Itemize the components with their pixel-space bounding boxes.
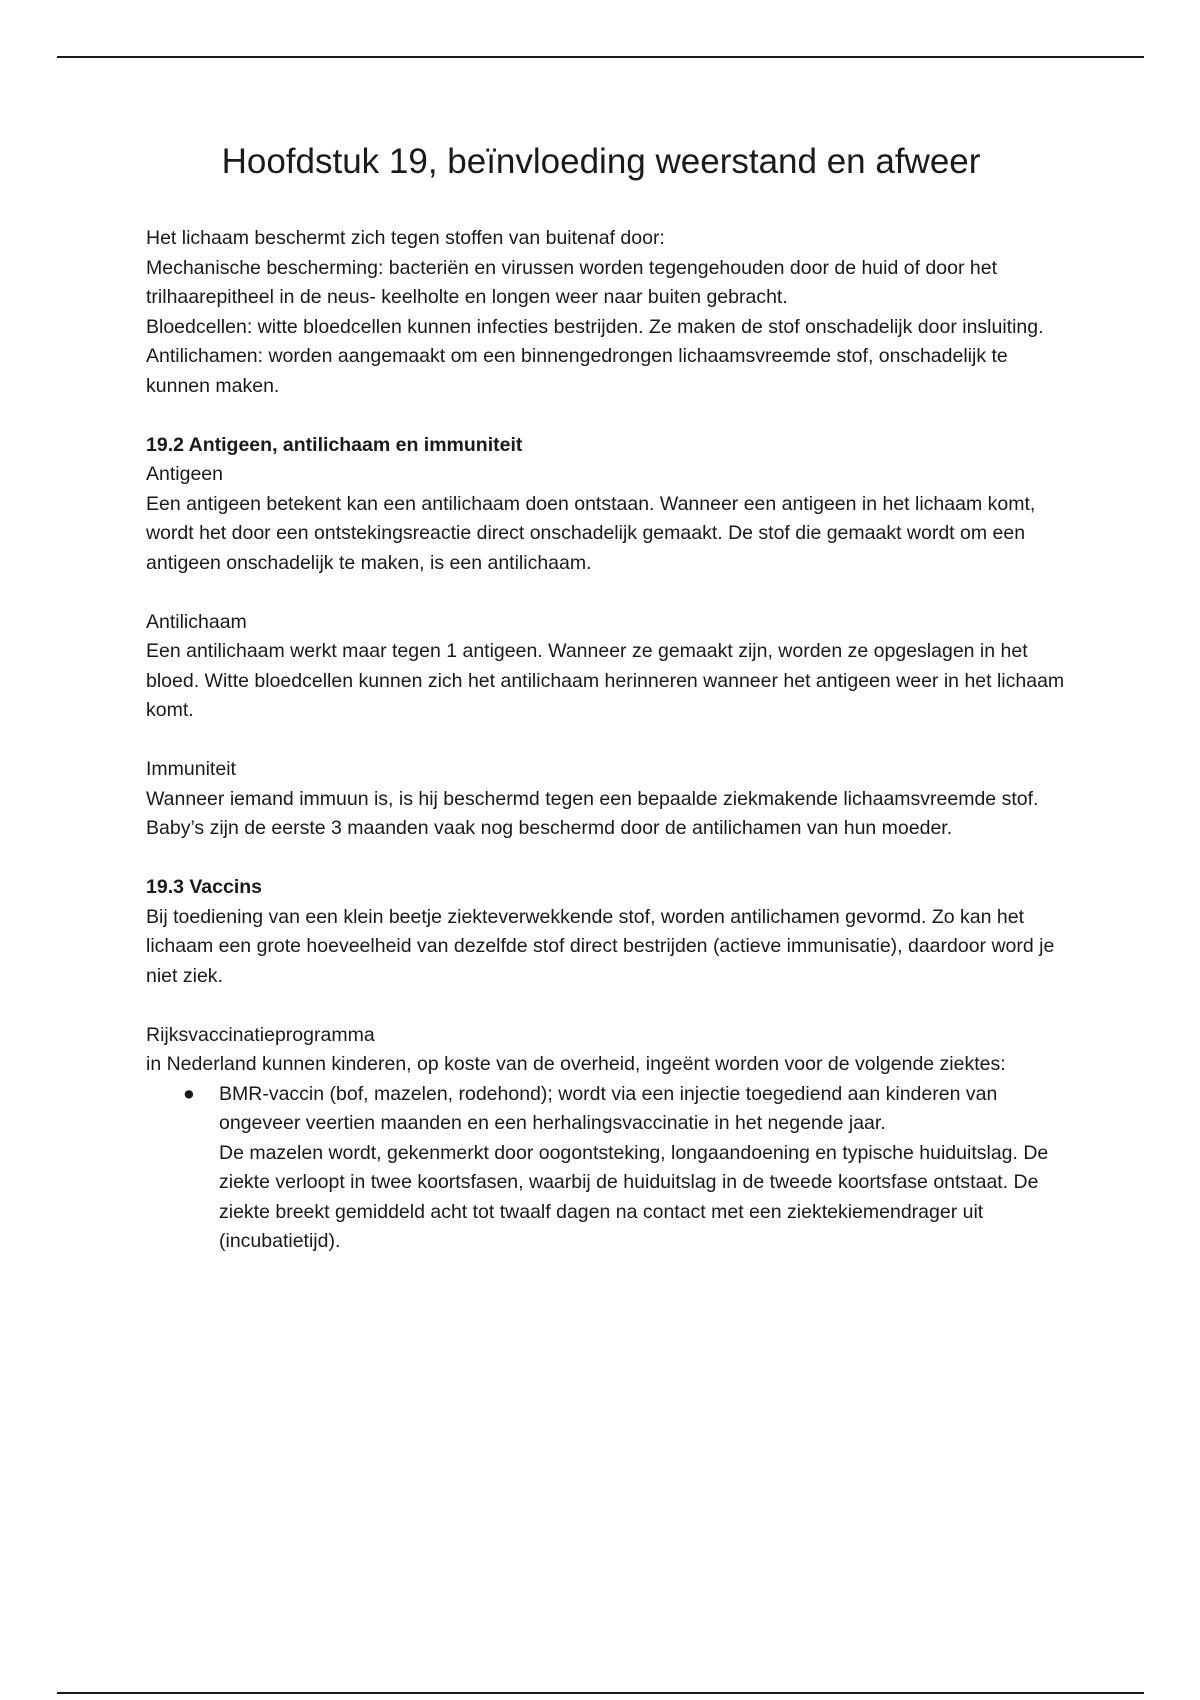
list-item [183,1080,1066,1257]
page-title: Hoofdstuk 19, beïnvloeding weerstand en afweer [221,142,981,181]
subheading-antilichaam: Antilichaam [146,610,247,633]
paragraph-antigeen: Een antigeen betekent kan een antilichaam doen ontstaan. Wanneer een antigeen in het lichaam komt, wordt het door een ontstekingsreactie direct onschadelijk gemaakt. De stof die gemaakt wordt om een antigeen onschadelijk te maken, is een antilichaam. [146,492,1036,574]
spacer [146,844,1066,874]
spacer [146,726,1066,756]
paragraph-vaccins: Bij toediening van een klein beetje ziekteverwekkende stof, worden antilichamen gevormd. Zo kan het lichaam een grote hoeveelheid van dezelfde stof direct bestrijden (actieve immunisatie), daardoor word je niet ziek. [146,905,1055,987]
intro-line: Het lichaam beschermt zich tegen stoffen van buitenaf door: [146,227,665,249]
paragraph-rijksvaccinatieprogramma: in Nederland kunnen kinderen, op koste van de overheid, ingeënt worden voor de volgende ziektes: [146,1053,1006,1075]
bullet-icon: ● [183,1082,195,1105]
subheading-immuniteit: Immuniteit [146,758,236,780]
intro-line: Mechanische bescherming: bacteriën en virussen worden tegengehouden door de huid of door het trilhaarepitheel in de neus- keelholte en longen weer naar buiten gebracht. [146,256,997,308]
subheading-rijksvaccinatieprogramma: Rijksvaccinatieprogramma [146,1023,375,1046]
subheading-antigeen: Antigeen [146,463,223,485]
spacer [146,578,1066,608]
paragraph-antilichaam: Een antilichaam werkt maar tegen 1 antigeen. Wanneer ze gemaakt zijn, worden ze opgeslagen in het bloed. Witte bloedcellen kunnen zich het antilichaam herinneren wanneer het antigeen weer in het lichaam komt. [146,640,1065,721]
document-body [146,140,1066,1257]
bullet-list [146,1080,1066,1257]
section-heading-19-3: 19.3 Vaccins [146,876,263,898]
intro-line: Antilichamen: worden aangemaakt om een binnengedrongen lichaamsvreemde stof, onschadelijk te kunnen maken. [146,345,1008,397]
paragraph-immuniteit: Wanneer iemand immuun is, is hij beschermd tegen een bepaalde ziekmakende lichaamsvreemde stof. Baby’s zijn de eerste 3 maanden vaak nog beschermd door de antilichamen van hun moeder. [146,787,1039,839]
bottom-rule [57,1692,1144,1694]
intro-line: Bloedcellen: witte bloedcellen kunnen infecties bestrijden. Ze maken de stof onschadelijk door insluiting. [146,315,1044,338]
spacer [146,401,1066,431]
top-rule [57,56,1144,58]
section-heading-19-2: 19.2 Antigeen, antilichaam en immuniteit [146,433,523,456]
spacer [146,991,1066,1021]
bullet-main-text: BMR-vaccin (bof, mazelen, rodehond); wordt via een injectie toegediend aan kinderen van ongeveer veertien maanden en een herhalingsvaccinatie in het negende jaar. [219,1082,998,1134]
bullet-extra-text: De mazelen wordt, gekenmerkt door oogontsteking, longaandoening en typische huiduitslag. De ziekte verloopt in twee koortsfasen, waarbij de huiduitslag in de tweede koortsfase ontstaat. De ziekte breekt gemiddeld acht tot twaalf dagen na contact met een ziektekiemendrager uit (incubatietijd). [219,1141,1049,1252]
